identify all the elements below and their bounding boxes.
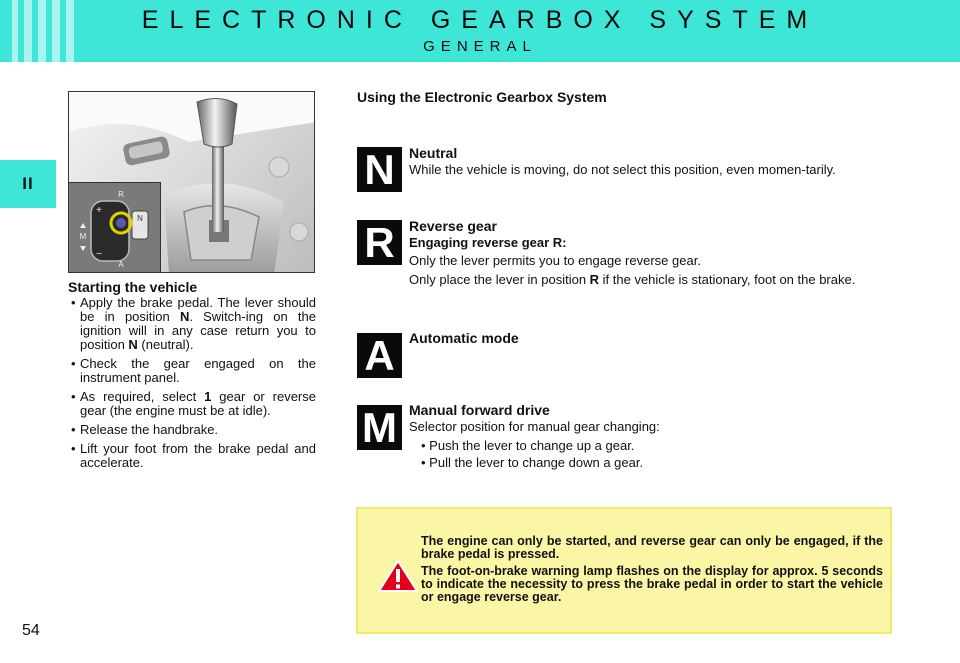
manual-bullet-down: • Pull the lever to change down a gear. <box>421 455 644 470</box>
reverse-section <box>409 219 894 292</box>
automatic-letter-icon: A <box>357 333 402 378</box>
manual-heading: Manual forward drive <box>409 402 550 418</box>
neutral-heading: Neutral <box>409 145 458 161</box>
inset-label-minus: − <box>96 249 102 260</box>
starting-vehicle-heading: Starting the vehicle <box>68 279 198 295</box>
warning-paragraph-2: The foot-on-brake warning lamp flashes on the display for approx. 5 seconds to indicate the necessity to press the brake pedal in order to start the vehicle or engage reverse gear. <box>421 564 883 604</box>
inset-label-m: M <box>79 232 87 241</box>
reverse-text-2: Only place the lever in position R if the vehicle is stationary, foot on the brake. <box>409 272 856 287</box>
manual-section <box>409 403 894 473</box>
reverse-text-1: Only the lever permits you to engage reverse gear. <box>409 253 701 268</box>
warning-text <box>421 535 883 608</box>
gear-position-inset <box>68 182 161 273</box>
list-item: • Apply the brake pedal. The lever should be in position N. Switch-ing on the ignition will in any case return you to position N (neutral). <box>68 296 316 352</box>
reverse-subheading: Engaging reverse gear R: <box>409 235 567 250</box>
manual-text: Selector position for manual gear changing: <box>409 419 660 434</box>
neutral-text: While the vehicle is moving, do not select this position, even momen-tarily. <box>409 162 836 177</box>
chapter-tab[interactable]: II <box>0 160 56 208</box>
inset-label-a: A <box>118 260 124 269</box>
manual-letter-icon: M <box>357 405 402 450</box>
inset-label-n: N <box>137 214 143 223</box>
reverse-letter-icon: R <box>357 220 402 265</box>
page-header <box>0 0 960 62</box>
section-title: Using the Electronic Gearbox System <box>357 89 607 105</box>
list-item: • Release the handbrake. <box>68 423 316 437</box>
neutral-section <box>409 146 894 182</box>
list-item: • As required, select 1 gear or reverse gear (the engine must be at idle). <box>68 390 316 418</box>
manual-bullet-up: • Push the lever to change up a gear. <box>421 438 635 453</box>
warning-triangle-icon <box>377 559 419 593</box>
automatic-heading: Automatic mode <box>409 330 519 346</box>
page-subtitle: GENERAL <box>423 38 537 55</box>
page-number: 54 <box>22 622 40 639</box>
list-item: • Check the gear engaged on the instrument panel. <box>68 357 316 385</box>
reverse-heading: Reverse gear <box>409 218 497 234</box>
inset-label-r: R <box>118 190 124 199</box>
neutral-letter-icon: N <box>357 147 402 192</box>
page-title: ELECTRONIC GEARBOX SYSTEM <box>141 6 819 34</box>
starting-vehicle-section <box>68 280 316 475</box>
starting-steps-list <box>68 296 316 470</box>
automatic-section <box>409 331 894 348</box>
inset-label-plus: + <box>96 205 102 216</box>
list-item: • Lift your foot from the brake pedal and accelerate. <box>68 442 316 470</box>
warning-paragraph-1: The engine can only be started, and reverse gear can only be engaged, if the brake pedal is pressed. <box>421 534 883 561</box>
